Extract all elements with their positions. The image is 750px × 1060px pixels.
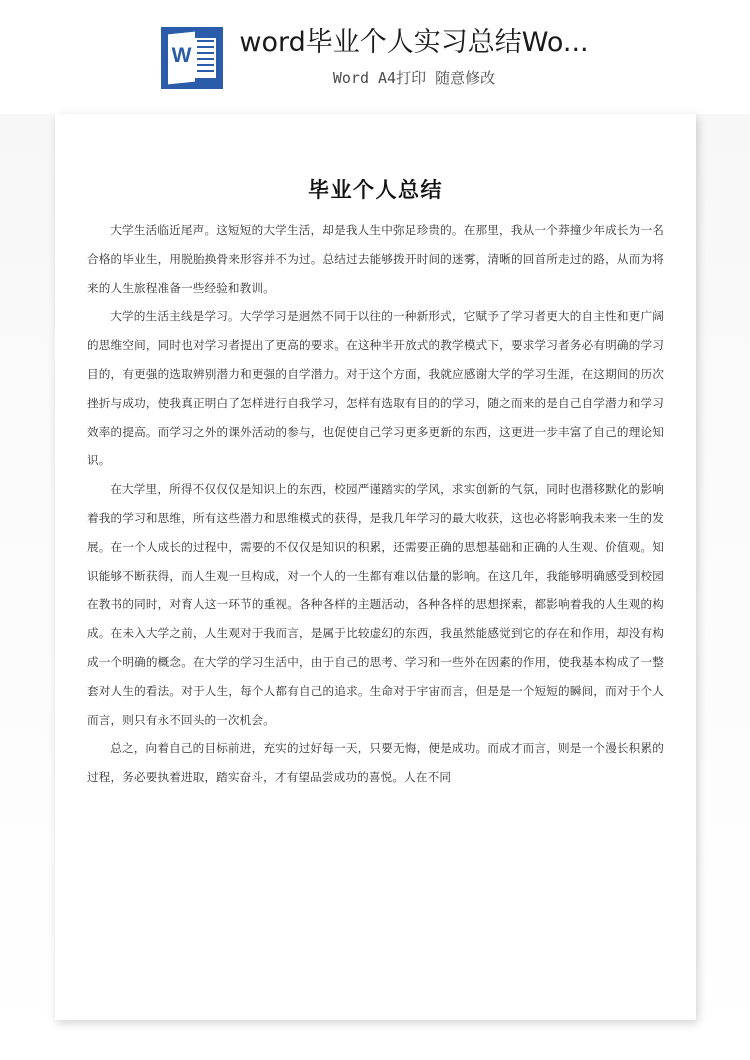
header-text-group — [239, 26, 588, 88]
document-body — [87, 176, 664, 792]
word-document-icon — [161, 27, 223, 89]
word-logo-lines — [195, 38, 216, 78]
document-heading: 毕业个人总结 — [308, 178, 443, 202]
document-paragraph: 大学的生活主线是学习。大学学习是迥然不同于以往的一种新形式，它赋予了学习者更大的自主性和更广阔的思维空间，同时也对学习者提出了更高的要求。在这种半开放式的教学模式下，要求学习者务必有明确的学习目的，有更强的选取辨别潜力和更强的自学潜力。对于这个方面，我就应感谢大学的学习生涯，在这期间的历次挫折与成功，使我真正明白了怎样进行自我学习，怎样有选取有目的的学习，随之而来的是自己自学潜力和学习效率的提高。而学习之外的课外活动的参与，也促使自己学习更多更新的东西，这更进一步丰富了自己的理论知识。 — [87, 309, 664, 468]
document-paragraph: 在大学里，所得不仅仅仅是知识上的东西，校园严谨踏实的学风，求实创新的气氛，同时也潜移默化的影响着我的学习和思维，所有这些潜力和思维模式的获得，是我几年学习的最大收获，这也必将影响我未来一生的发展。在一个人成长的过程中，需要的不仅仅是知识的积累，还需要正确的思想基础和正确的人生观、价值观。知识能够不断获得，而人生观一旦构成，对一个人的一生都有难以估量的影响。在这几年，我能够明确感受到校园在教书的同时，对育人这一环节的重视。各种各样的主题活动，各种各样的思想探索，都影响着我的人生观的构成。在未入大学之前，人生观对于我而言，是属于比较虚幻的东西，我虽然能感觉到它的存在和作用，却没有构成一个明确的概念。在大学的学习生活中，由于自己的思考、学习和一些外在因素的作用，使我基本构成了一整套对人生的看法。对于人生，每个人都有自己的追求。生命对于宇宙而言，但是是一个短短的瞬间，而对于个人而言，则只有永不回头的一次机会。 — [87, 482, 664, 727]
header-inner — [161, 26, 588, 89]
preview-header — [0, 0, 750, 114]
document-paragraph: 大学生活临近尾声。这短短的大学生活，却是我人生中弥足珍贵的。在那里，我从一个莽撞少年成长为一名合格的毕业生，用脱胎换骨来形容并不为过。总结过去能够拨开时间的迷雾，清晰的回首所走过的路，从而为将来的人生旅程准备一些经验和教训。 — [87, 223, 664, 295]
document-paragraph: 总之，向着自己的目标前进，充实的过好每一天，只要无悔，便是成功。而成才而言，则是一个漫长积累的过程，务必要执着进取，踏实奋斗，才有望品尝成功的喜悦。人在不同 — [87, 741, 664, 785]
page-subtitle: Word A4打印 随意修改 — [332, 69, 496, 87]
word-logo-page — [168, 32, 195, 85]
page-title: word毕业个人实习总结Wo... — [239, 27, 589, 58]
document-page — [55, 114, 696, 1020]
document-preview-canvas — [0, 114, 750, 1060]
